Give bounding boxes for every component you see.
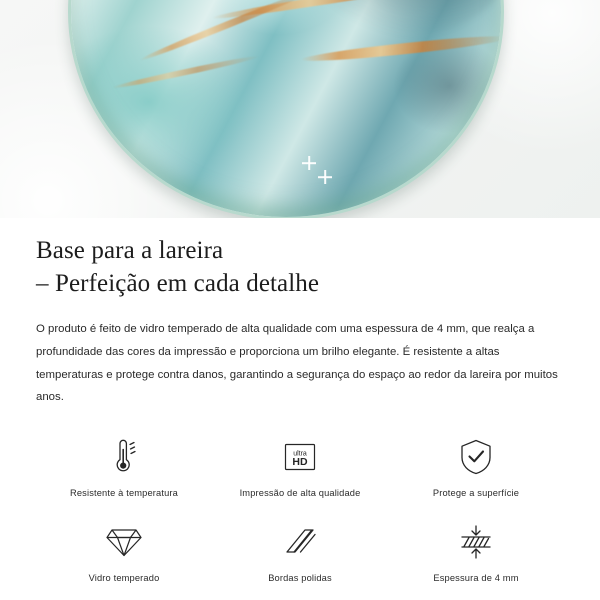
thickness-arrows-icon <box>456 520 496 564</box>
feature-item-surface-protection <box>388 435 564 498</box>
feature-item-polished-edges <box>212 520 388 583</box>
page-title <box>36 234 564 300</box>
description-paragraph: O produto é feito de vidro temperado de alta qualidade com uma espessura de 4 mm, que realça a profundidade das cores da impressão e proporciona um brilho elegante. É resistente a altas temperaturas e protege contra danos, garantindo a segurança do espaço ao redor da lareira por muitos anos. <box>36 323 558 404</box>
feature-label: Vidro temperado <box>88 573 160 584</box>
headline-line-1: Base para a lareira <box>36 237 224 264</box>
headline-line-2: – Perfeição em cada detalhe <box>36 270 320 297</box>
feature-item-tempered-glass <box>36 520 212 583</box>
feature-label: Bordas polidas <box>268 573 332 584</box>
polished-edges-icon <box>281 520 319 564</box>
shield-check-icon <box>458 435 494 479</box>
feature-item-temperature <box>36 435 212 498</box>
ultra-hd-icon <box>281 435 319 479</box>
content-area <box>0 218 600 583</box>
thermometer-icon <box>109 435 139 479</box>
svg-text:HD: HD <box>292 456 308 469</box>
diamond-icon <box>104 520 144 564</box>
feature-item-thickness <box>388 520 564 583</box>
feature-label: Resistente à temperatura <box>70 488 178 499</box>
svg-text:ultra: ultra <box>293 450 307 458</box>
feature-label: Espessura de 4 mm <box>433 573 519 584</box>
hero-image <box>0 0 600 218</box>
glass-board-product <box>68 0 504 218</box>
feature-label: Impressão de alta qualidade <box>239 488 361 499</box>
feature-label: Protege a superfície <box>432 488 520 499</box>
feature-list <box>36 435 564 583</box>
feature-item-print-quality <box>212 435 388 498</box>
